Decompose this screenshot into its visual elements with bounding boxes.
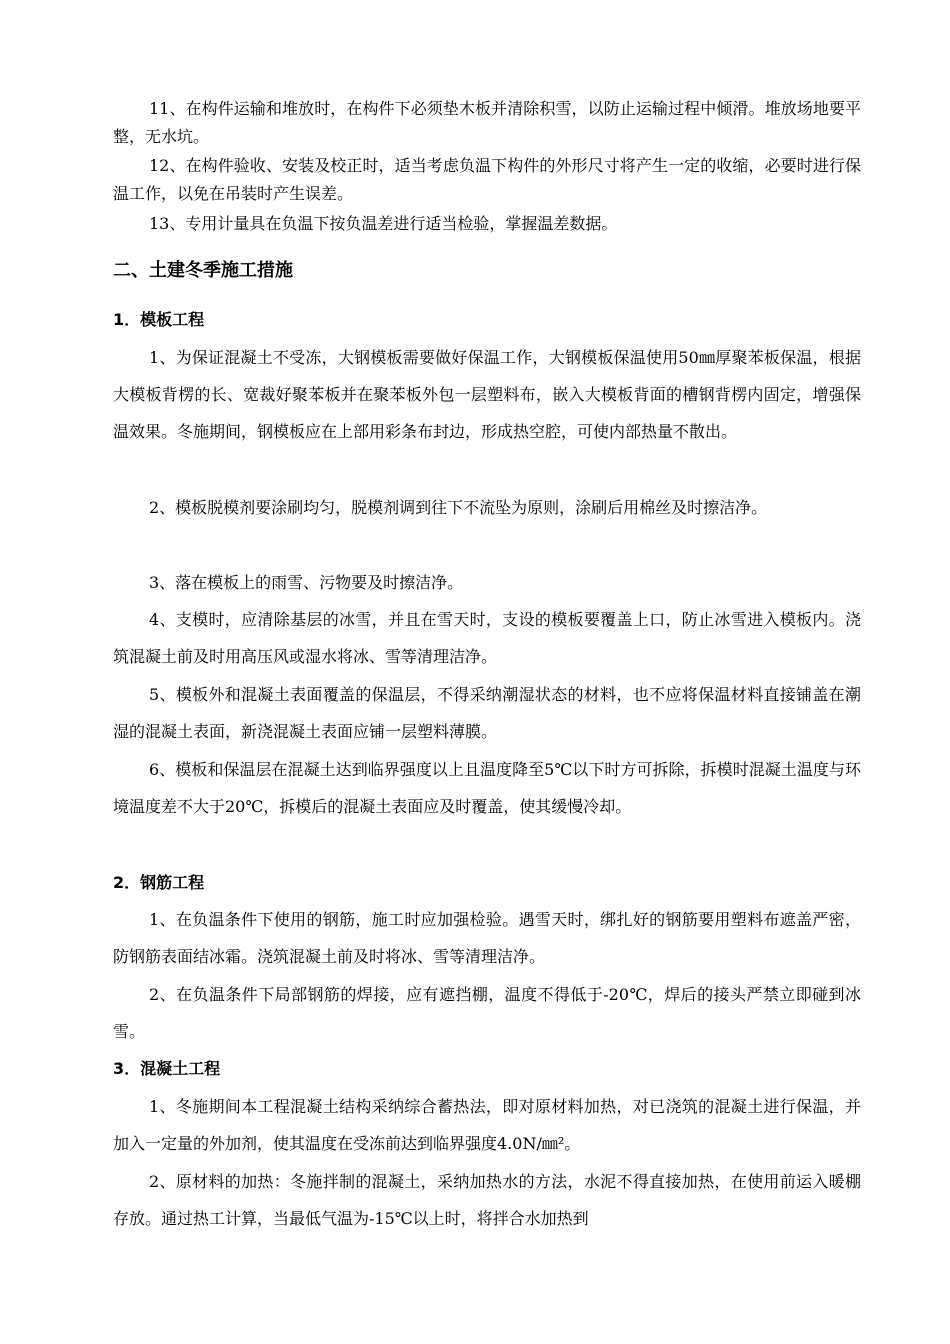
paragraph-formwork-4: 4、支模时，应清除基层的冰雪，并且在雪天时，支设的模板要覆盖上口，防止冰雪进入模板内。浇筑混凝土前及时用高压风或湿水将冰、雪等清理洁净。 bbox=[113, 610, 861, 666]
paragraph-concrete-1: 1、冬施期间本工程混凝土结构采纳综合蓄热法，即对原材料加热，对已浇筑的混凝土进行保温，并加入一定量的外加剂，使其温度在受冻前达到临界强度4.0N/㎜²。 bbox=[113, 1097, 861, 1153]
paragraph-concrete-2: 2、原材料的加热：冬施拌制的混凝土，采纳加热水的方法，水泥不得直接加热，在使用前运入暖棚存放。通过热工计算，当最低气温为-15℃以上时，将拌合水加热到 bbox=[113, 1172, 861, 1228]
paragraph-item-12: 12、在构件验收、安装及校正时，适当考虑负温下构件的外形尺寸将产生一定的收缩，必要时进行保温工作，以免在吊装时产生误差。 bbox=[113, 156, 861, 203]
paragraph-rebar-1: 1、在负温条件下使用的钢筋，施工时应加强检验。遇雪天时，绑扎好的钢筋要用塑料布遮盖严密，防钢筋表面结冰霜。浇筑混凝土前及时将冰、雪等清理洁净。 bbox=[113, 910, 861, 966]
subsection-heading-concrete: 3．混凝土工程 bbox=[113, 1059, 221, 1078]
subsection-heading-formwork: 1．模板工程 bbox=[113, 310, 205, 329]
paragraph-formwork-6: 6、模板和保温层在混凝土达到临界强度以上且温度降至5℃以下时方可拆除，拆模时混凝土温度与环境温度差不大于20℃，拆模后的混凝土表面应及时覆盖，使其缓慢冷却。 bbox=[113, 760, 861, 816]
paragraph-formwork-3: 3、落在模板上的雨雪、污物要及时擦洁净。 bbox=[149, 573, 464, 592]
section-heading: 二、土建冬季施工措施 bbox=[113, 260, 293, 281]
paragraph-formwork-5: 5、模板外和混凝土表面覆盖的保温层，不得采纳潮湿状态的材料，也不应将保温材料直接铺盖在潮湿的混凝土表面，新浇混凝土表面应铺一层塑料薄膜。 bbox=[113, 685, 861, 741]
paragraph-formwork-2: 2、模板脱模剂要涂刷均匀，脱模剂调到往下不流坠为原则，涂刷后用棉丝及时擦洁净。 bbox=[149, 498, 768, 517]
subsection-heading-rebar: 2．钢筋工程 bbox=[113, 873, 205, 892]
paragraph-item-13: 13、专用计量具在负温下按负温差进行适当检验，掌握温差数据。 bbox=[149, 214, 618, 233]
paragraph-item-11: 11、在构件运输和堆放时，在构件下必须垫木板并清除积雪，以防止运输过程中倾滑。堆放场地要平整，无水坑。 bbox=[113, 99, 861, 146]
paragraph-formwork-1: 1、为保证混凝土不受冻，大钢模板需要做好保温工作，大钢模板保温使用50㎜厚聚苯板保温，根据大模板背楞的长、宽裁好聚苯板并在聚苯板外包一层塑料布，嵌入大模板背面的槽钢背楞内固定，增强保温效果。冬施期间，钢模板应在上部用彩条布封边，形成热空腔，可使内部热量不散出。 bbox=[113, 348, 861, 441]
paragraph-rebar-2: 2、在负温条件下局部钢筋的焊接，应有遮挡棚，温度不得低于-20℃，焊后的接头严禁立即碰到冰雪。 bbox=[113, 985, 861, 1041]
